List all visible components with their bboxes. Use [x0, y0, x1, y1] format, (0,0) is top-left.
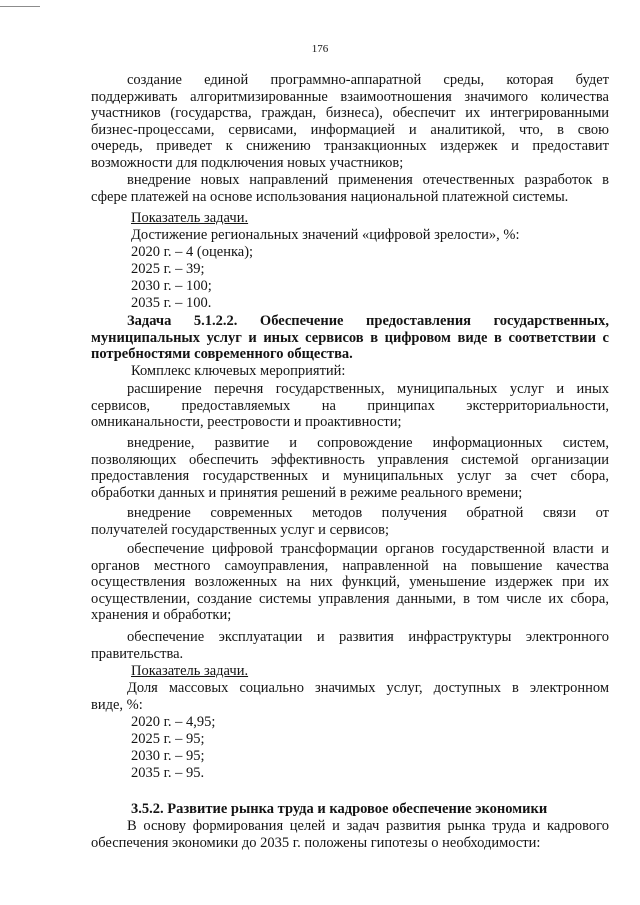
text-line: сервисов, предоставляемых на принципах экстерриториальности, [91, 397, 609, 414]
top-rule [0, 6, 40, 7]
text-line: внедрение современных методов получения обратной связи от [127, 505, 609, 521]
task-heading [91, 313, 609, 363]
page-number: 176 [311, 43, 329, 55]
text-line: органов местного самоуправления, направленной на повышение качества [91, 557, 609, 574]
text-line: очередь, приведет к снижению транзакционных издержек и предоставит [91, 138, 609, 155]
text-line: 2020 г. – 4 (оценка); [131, 244, 254, 260]
paragraph [91, 629, 609, 662]
text-line: внедрение новых направлений применения отечественных разработок в [127, 172, 609, 188]
text-line: 2030 г. – 95; [131, 748, 205, 764]
paragraph [91, 541, 609, 624]
indicator-label: Показатель задачи. [131, 663, 249, 679]
text-line: сфере платежей на основе использования национальной платежной системы. [91, 188, 569, 205]
paragraph [91, 505, 609, 538]
text-line: правительства. [91, 645, 184, 662]
text-line: В основу формирования целей и задач развития рынка труда и кадрового [127, 818, 609, 834]
text-line: 2025 г. – 39; [131, 261, 205, 277]
text-line: 2035 г. – 100. [131, 295, 212, 311]
paragraph [91, 818, 609, 851]
section-heading: 3.5.2. Развитие рынка труда и кадровое обеспечение экономики [131, 801, 548, 817]
text-line: Доля массовых социально значимых услуг, доступных в электронном [127, 680, 609, 696]
paragraph [91, 381, 609, 431]
text-line: получателей государственных услуг и сервисов; [91, 521, 390, 538]
text-line: обеспечения экономики до 2035 г. положены гипотезы о необходимости: [91, 834, 541, 851]
text-line: Достижение региональных значений «цифровой зрелости», %: [131, 227, 520, 243]
text-line: обеспечение эксплуатации и развития инфраструктуры электронного [127, 629, 609, 645]
text-line: Комплекс ключевых мероприятий: [131, 363, 346, 379]
text-line: позволяющих обеспечить эффективность управления системой организации [91, 451, 609, 468]
text-line: осуществлении, создание системы управления данными, в том числе их сбора, [91, 590, 609, 607]
text-line: 2025 г. – 95; [131, 731, 205, 747]
paragraph [91, 72, 609, 172]
paragraph [91, 680, 609, 713]
text-line: поддерживать алгоритмизированные взаимоотношения значимого количества [91, 88, 609, 105]
indicator-label: Показатель задачи. [131, 210, 249, 226]
text-line: обеспечение цифровой трансформации органов государственной власти и [127, 541, 609, 557]
text-line: 2020 г. – 4,95; [131, 714, 216, 730]
text-line: создание единой программно-аппаратной среды, которая будет [127, 72, 609, 88]
text-line: 2035 г. – 95. [131, 765, 205, 781]
text-line: 2030 г. – 100; [131, 278, 212, 294]
paragraph [91, 172, 609, 205]
text-line: расширение перечня государственных, муниципальных услуг и иных [127, 381, 609, 397]
text-line: омниканальности, реестровости и проактивности; [91, 414, 402, 431]
text-line: виде, %: [91, 696, 143, 713]
text-line: Задача 5.1.2.2. Обеспечение предоставления государственных, [127, 313, 609, 329]
text-line: хранения и обработки; [91, 607, 232, 624]
text-line: обработки данных и принятия решений в режиме реального времени; [91, 484, 523, 501]
text-line: бизнес-процессами, сервисами, информацией и аналитикой, что, в свою [91, 121, 609, 138]
text-line: внедрение, развитие и сопровождение информационных систем, [127, 435, 609, 451]
text-line: потребностями современного общества. [91, 346, 353, 363]
text-line: осуществления возложенных на них функций, уменьшение издержек при их [91, 574, 609, 591]
text-line: возможности для подключения новых участников; [91, 154, 404, 171]
text-line: предоставления государственных и муниципальных услуг за счет сбора, [91, 468, 609, 485]
text-line: муниципальных услуг и иных сервисов в цифровом виде в соответствии с [91, 329, 609, 346]
paragraph [91, 435, 609, 501]
text-line: участников (государства, граждан, бизнеса), обеспечит их интегрированными [91, 105, 609, 122]
